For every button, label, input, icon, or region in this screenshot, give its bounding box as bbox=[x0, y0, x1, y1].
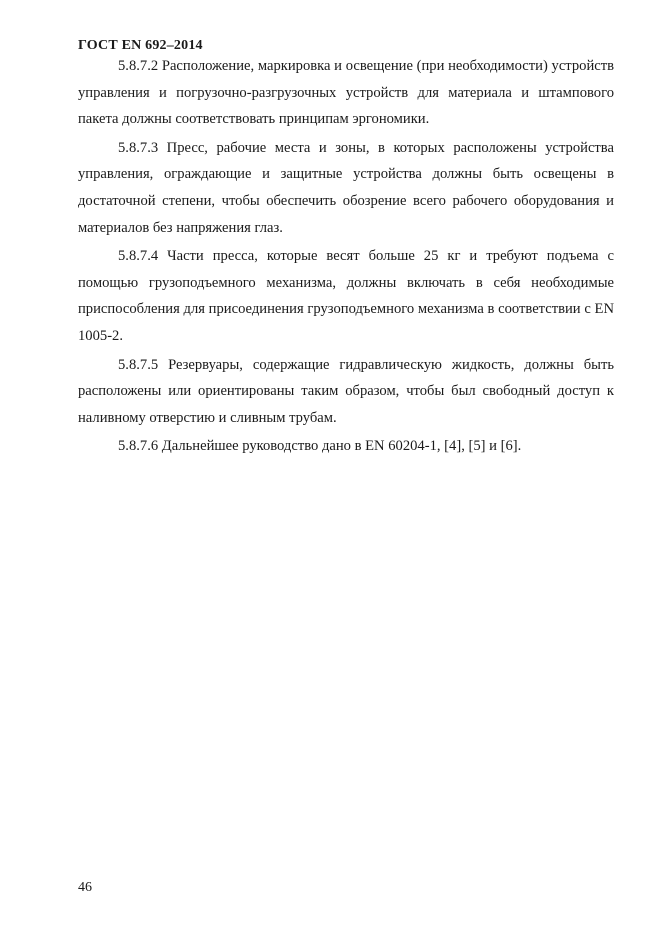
document-body bbox=[78, 53, 614, 462]
paragraph-5-8-7-4: 5.8.7.4 Части пресса, которые весят больше 25 кг и требуют подъема с помощью грузоподъемного механизма, должны включать в себя необходимые приспособления для присоединения грузоподъемного механизма в соответствии с EN 1005-2. bbox=[78, 248, 614, 344]
paragraph-5-8-7-5: 5.8.7.5 Резервуары, содержащие гидравлическую жидкость, должны быть расположены или ориентированы таким образом, чтобы был свободный доступ к наливному отверстию и сливным трубам. bbox=[78, 356, 614, 426]
paragraph-5-8-7-3: 5.8.7.3 Пресс, рабочие места и зоны, в которых расположены устройства управления, ограждающие и защитные устройства должны быть освещены в достаточной степени, чтобы обеспечить обозрение всего рабочего оборудования и материалов без напряжения глаз. bbox=[78, 139, 614, 236]
page-number: 46 bbox=[78, 880, 92, 895]
paragraph-5-8-7-6: 5.8.7.6 Дальнейшее руководство дано в EN 60204-1, [4], [5] и [6]. bbox=[118, 438, 522, 455]
document-header: ГОСТ EN 692–2014 bbox=[78, 38, 203, 53]
paragraph-5-8-7-2: 5.8.7.2 Расположение, маркировка и освещение (при необходимости) устройств управления и погрузочно-разгрузочных устройств для материала и штампового пакета должны соответствовать принципам эргономики. bbox=[78, 58, 614, 128]
